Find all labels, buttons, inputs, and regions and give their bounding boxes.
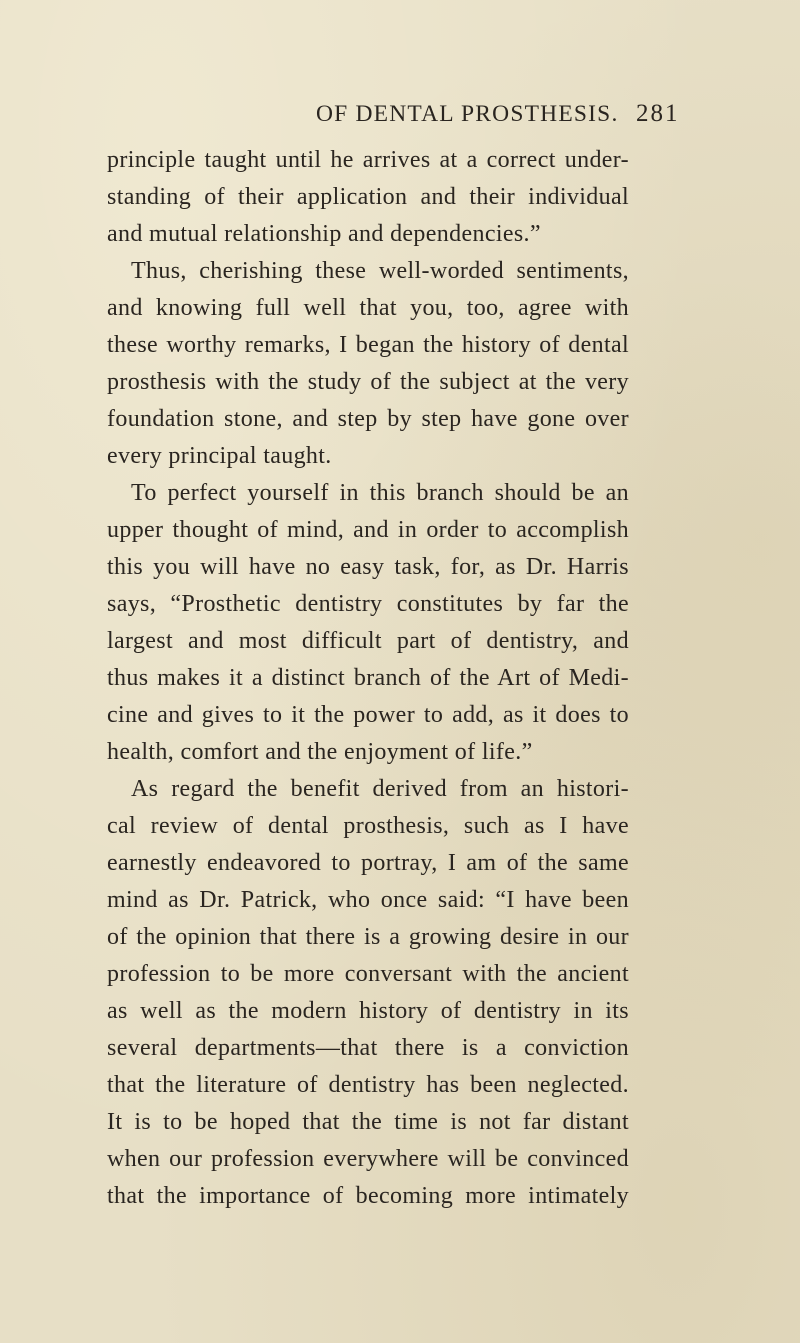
text-line: every principal taught. (107, 443, 332, 469)
text-line: as well as the modern history of dentistry in its (107, 998, 629, 1024)
text-line: says, “Prosthetic dentistry constitutes by far the (107, 591, 629, 617)
text-line: that the literature of dentistry has been neglected. (107, 1072, 629, 1098)
text-line: profession to be more conversant with the ancient (107, 961, 629, 987)
text-line: this you will have no easy task, for, as Dr. Harris (107, 554, 629, 580)
text-line: of the opinion that there is a growing desire in our (107, 924, 629, 950)
text-line: upper thought of mind, and in order to accomplish (107, 517, 629, 543)
text-line: cal review of dental prosthesis, such as I have (107, 813, 629, 839)
text-line: health, comfort and the enjoyment of life.” (107, 739, 533, 765)
text-line: these worthy remarks, I began the history of dental (107, 332, 629, 358)
text-line: earnestly endeavored to portray, I am of the same (107, 850, 629, 876)
text-line: foundation stone, and step by step have gone over (107, 406, 629, 432)
text-line: mind as Dr. Patrick, who once said: “I have been (107, 887, 629, 913)
page-number: 281 (636, 100, 680, 127)
text-line: that the importance of becoming more intimately (107, 1183, 629, 1209)
text-line: prosthesis with the study of the subject at the very (107, 369, 629, 395)
page-header (0, 94, 800, 134)
text-line: principle taught until he arrives at a correct under- (107, 147, 629, 173)
text-line: thus makes it a distinct branch of the Art of Medi- (107, 665, 629, 691)
text-line: As regard the benefit derived from an histori- (131, 776, 629, 802)
text-line: cine and gives to it the power to add, as it does to (107, 702, 629, 728)
running-title: OF DENTAL PROSTHESIS. (316, 101, 619, 127)
text-line: and knowing full well that you, too, agree with (107, 295, 629, 321)
text-line: when our profession everywhere will be convinced (107, 1146, 629, 1172)
text-line: Thus, cherishing these well-worded sentiments, (131, 258, 629, 284)
text-line: and mutual relationship and dependencies.” (107, 221, 541, 247)
text-line: standing of their application and their individual (107, 184, 629, 210)
text-line: several departments—that there is a conviction (107, 1035, 629, 1061)
text-line: To perfect yourself in this branch should be an (131, 480, 629, 506)
text-line: It is to be hoped that the time is not far distant (107, 1109, 629, 1135)
text-line: largest and most difficult part of dentistry, and (107, 628, 629, 654)
